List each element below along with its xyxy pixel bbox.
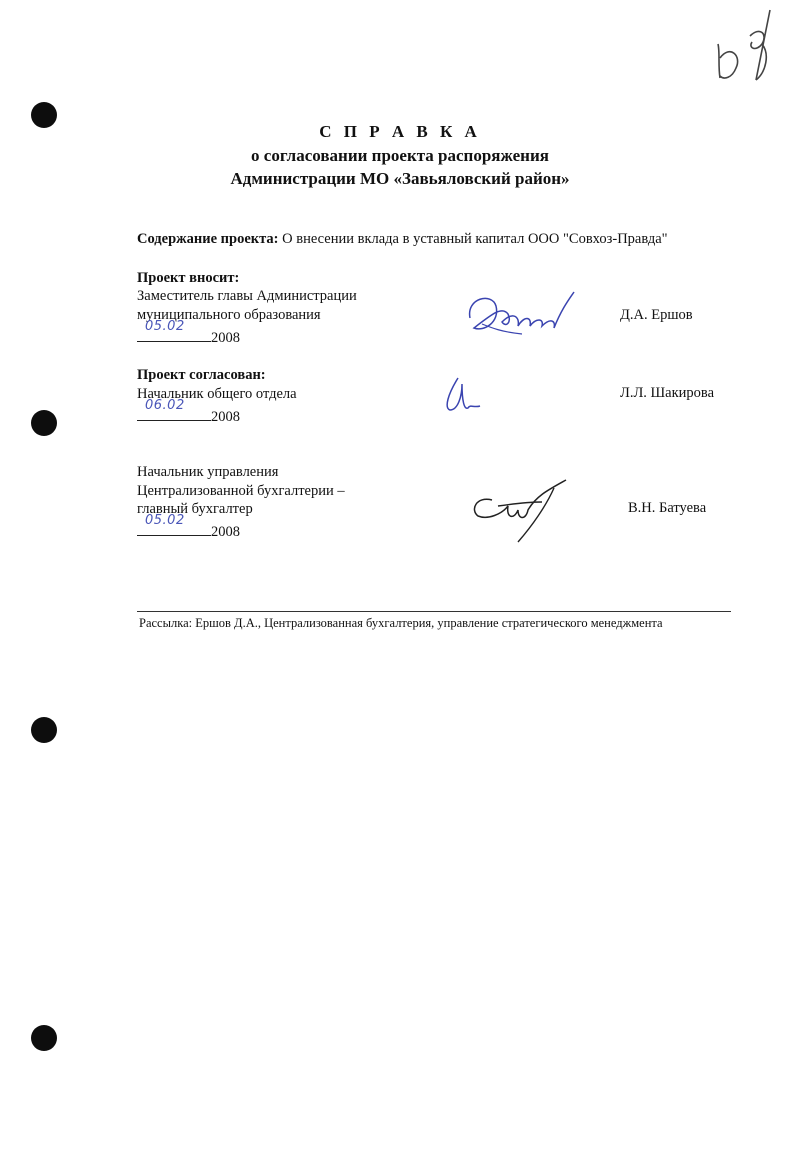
content-label: Содержание проекта:: [137, 231, 279, 247]
punch-hole: [31, 717, 57, 743]
signature-shakirova: [440, 370, 490, 416]
date-blank: [137, 513, 211, 536]
approver1-name: Л.Л. Шакирова: [620, 385, 715, 401]
approver2-position-1: Начальник управления: [137, 464, 279, 480]
content-value: О внесении вклада в уставный капитал ООО "Совхоз-Правда": [278, 231, 668, 247]
signature-ershov: [462, 288, 582, 340]
distribution-list: Рассылка: Ершов Д.А., Централизованная бухгалтерия, управление стратегического менеджмента: [139, 616, 663, 630]
date-blank: [137, 319, 211, 342]
approver2-name: В.Н. Батуева: [628, 500, 707, 516]
divider-line: [137, 611, 731, 612]
handwritten-date: 05.02: [145, 513, 185, 528]
approver1-date: [137, 398, 240, 426]
document-subtitle: о согласовании проекта распоряжения: [251, 146, 549, 165]
submitter-heading: Проект вносит:: [137, 270, 240, 286]
submitter-date: [137, 319, 240, 347]
signature-batueva: [462, 466, 582, 546]
approver2-position-2: Централизованной бухгалтерии –: [137, 483, 345, 499]
punch-hole: [31, 410, 57, 436]
submitter-position-1: Заместитель главы Администрации: [137, 288, 357, 304]
approver1-heading: Проект согласован:: [137, 367, 266, 383]
document-subtitle-org: Администрации МО «Завьяловский район»: [230, 169, 570, 188]
content-line: [137, 230, 668, 248]
submitter-name: Д.А. Ершов: [620, 307, 693, 323]
handwritten-page-number: [708, 6, 778, 86]
handwritten-date: 06.02: [145, 398, 185, 413]
date-year: 2008: [211, 330, 240, 346]
submitter-position-2: муниципального образования: [137, 307, 321, 323]
date-year: 2008: [211, 524, 240, 540]
date-year: 2008: [211, 409, 240, 425]
punch-hole: [31, 1025, 57, 1051]
date-blank: [137, 398, 211, 421]
document-title: С П Р А В К А: [319, 122, 481, 141]
handwritten-date: 05.02: [145, 319, 185, 334]
approver1-position: Начальник общего отдела: [137, 386, 297, 402]
approver2-position-3: главный бухгалтер: [137, 501, 253, 517]
approver2-date: [137, 513, 240, 541]
